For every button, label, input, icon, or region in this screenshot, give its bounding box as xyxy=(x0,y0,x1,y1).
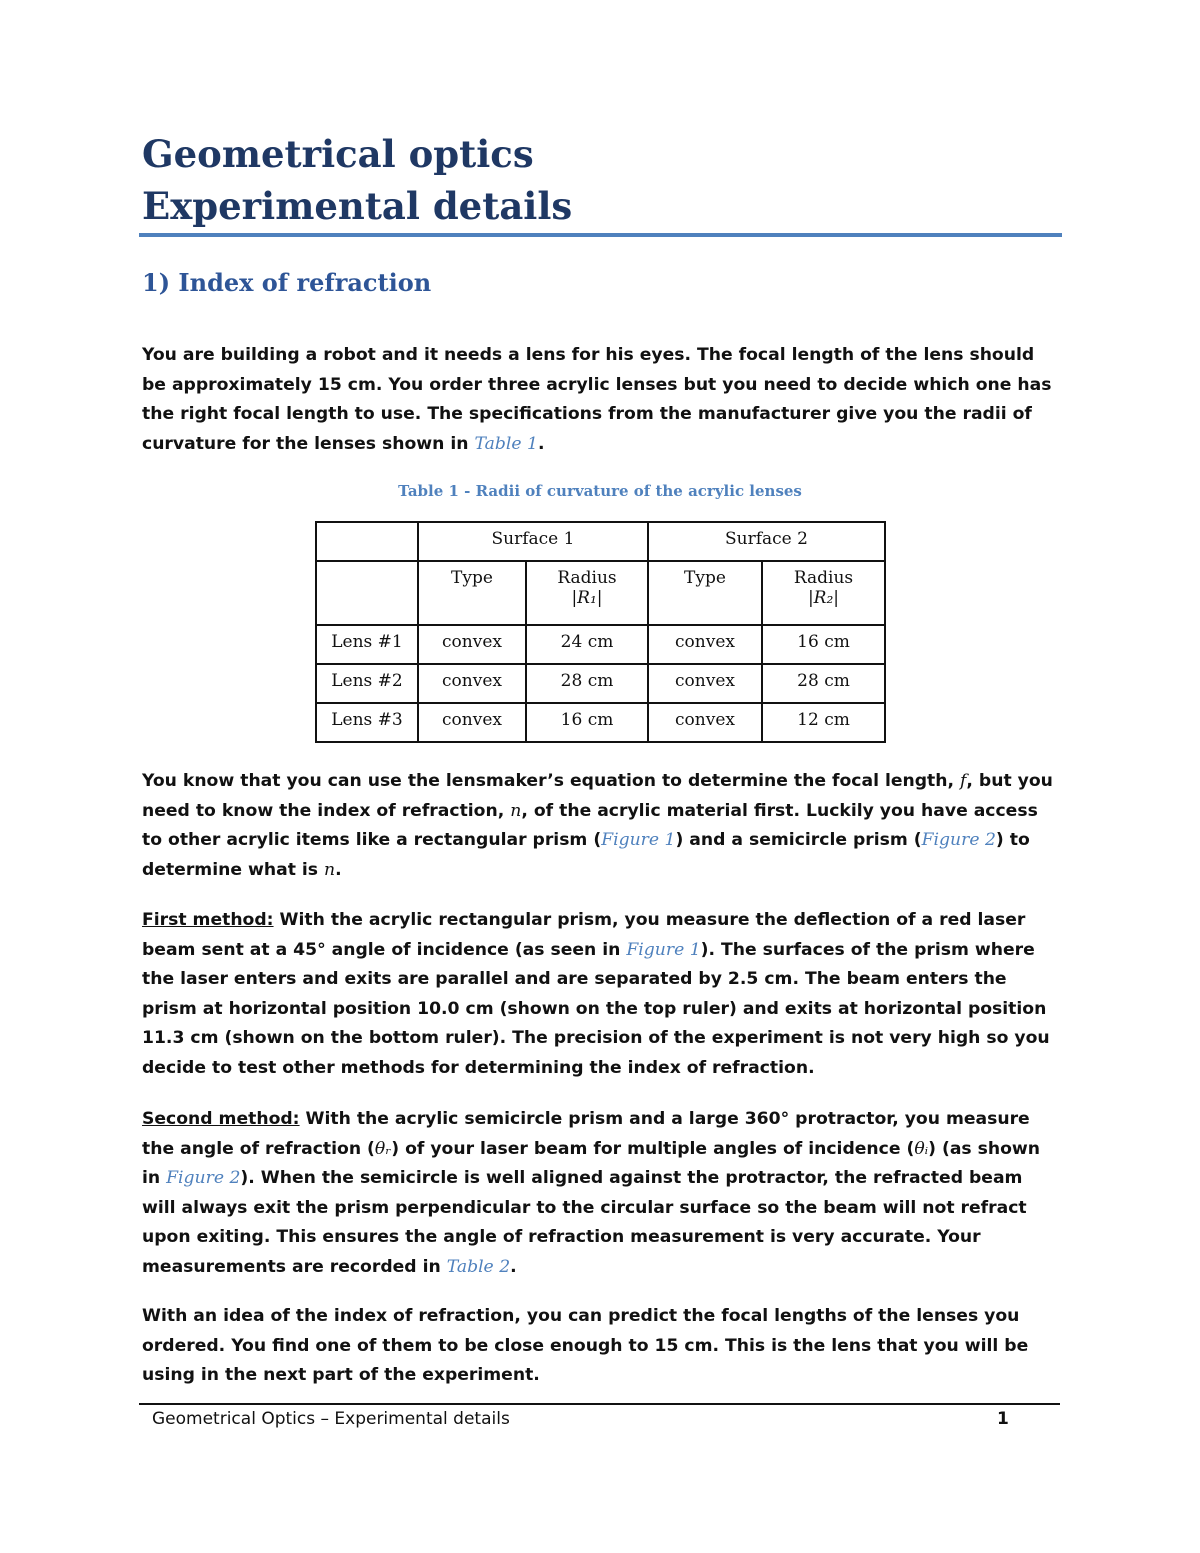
conclusion-paragraph: With an idea of the index of refraction, you can predict the focal lengths of the lenses you ordered. You find one of them to be close enough to 15 cm. This is the lens that you will be using in the next part of the experiment. xyxy=(142,1306,1029,1385)
title-line-2: Experimental details xyxy=(142,184,573,228)
title-underline xyxy=(139,233,1062,237)
first-method-label: First method: xyxy=(142,910,274,930)
table-header-row xyxy=(316,522,885,561)
radius1-header xyxy=(526,561,648,625)
intro-paragraph xyxy=(142,341,1057,459)
radius1-cell: 28 cm xyxy=(526,664,648,703)
index-symbol: n xyxy=(324,859,336,880)
type1-cell: convex xyxy=(418,625,526,664)
surface2-header: Surface 2 xyxy=(648,522,885,561)
radius1-cell: 16 cm xyxy=(526,703,648,742)
method2-text-2: ) of your laser beam for multiple angles of incidence ( xyxy=(391,1138,915,1159)
footer-rule xyxy=(139,1403,1060,1405)
lens-name-cell: Lens #2 xyxy=(316,664,418,703)
radius1-label: Radius xyxy=(557,568,617,588)
para2-text-1: You know that you can use the lensmaker’s equation to determine the focal length, xyxy=(142,771,961,791)
method2-text-5: . xyxy=(510,1256,517,1277)
lensmaker-paragraph xyxy=(142,767,1057,885)
section-heading: 1) Index of refraction xyxy=(142,268,432,297)
lens-name-cell: Lens #1 xyxy=(316,625,418,664)
method2-text-4: ). When the semicircle is well aligned against the protractor, the refracted beam will always exit the prism perpendicular to the circular surface so the beam will not refract upon exiting. This ensures the angle of refraction measurement is very accurate. Your measurements are recorded in xyxy=(142,1168,1027,1277)
theta-i-symbol: θᵢ xyxy=(914,1138,929,1159)
radius1-cell: 24 cm xyxy=(526,625,648,664)
r1-abs-symbol: |R₁| xyxy=(571,588,603,608)
intro-end: . xyxy=(537,433,545,454)
table1-caption: Table 1 - Radii of curvature of the acrylic lenses xyxy=(398,482,802,500)
para2-text-2: , but you need to know the index of refraction, xyxy=(142,771,1053,821)
type2-cell: convex xyxy=(648,625,762,664)
method2-text-1: With the acrylic semicircle prism and a large 360° protractor, you measure the angle of refraction ( xyxy=(142,1109,1030,1159)
intro-text: You are building a robot and it needs a lens for his eyes. The focal length of the lens should be approximately 15 cm. You order three acrylic lenses but you need to decide which one has the right focal length to use. The specifications from the manufacturer give you the radii of curvature for the lenses shown in xyxy=(142,345,1052,454)
table-subheader-row xyxy=(316,561,885,625)
method1-text-1: With the acrylic rectangular prism, you measure the deflection of a red laser beam sent at a 45° angle of incidence (as seen in xyxy=(142,910,1026,960)
table-row xyxy=(316,625,885,664)
surface1-header: Surface 1 xyxy=(418,522,648,561)
radius2-cell: 28 cm xyxy=(762,664,885,703)
table1-reference-link[interactable]: Table 1 xyxy=(474,433,538,454)
para2-text-6: . xyxy=(335,859,342,880)
type2-cell: convex xyxy=(648,703,762,742)
type2-header: Type xyxy=(648,561,762,625)
radius2-header xyxy=(762,561,885,625)
subheader-empty-cell xyxy=(316,561,418,625)
lens-radii-table xyxy=(315,521,886,743)
type2-cell: convex xyxy=(648,664,762,703)
type1-cell: convex xyxy=(418,703,526,742)
table2-reference-link[interactable]: Table 2 xyxy=(446,1256,511,1277)
method1-text-2: ). The surfaces of the prism where the laser enters and exits are parallel and are separated by 2.5 cm. The beam enters the prism at horizontal position 10.0 cm (shown on the top ruler) and exits at horizontal position 11.3 cm (shown on the bottom ruler). The precision of the experiment is not very high so you decide to test other methods for determining the index of refraction. xyxy=(142,939,1050,1078)
page-number: 1 xyxy=(997,1409,1009,1429)
type1-header: Type xyxy=(418,561,526,625)
figure1-reference-link[interactable]: Figure 1 xyxy=(601,830,676,850)
table-row xyxy=(316,664,885,703)
radius2-cell: 12 cm xyxy=(762,703,885,742)
second-method-label: Second method: xyxy=(142,1109,300,1129)
document-title xyxy=(142,128,572,232)
title-line-1: Geometrical optics xyxy=(142,132,534,176)
index-symbol: n xyxy=(510,800,522,821)
footer-title: Geometrical Optics – Experimental details xyxy=(152,1409,510,1429)
figure1-reference-link[interactable]: Figure 1 xyxy=(626,939,701,960)
figure2-reference-link[interactable]: Figure 2 xyxy=(921,830,996,850)
para2-text-3: , of the acrylic material first. Luckily you have access to other acrylic items like a rectangular prism ( xyxy=(142,800,1038,850)
radius2-cell: 16 cm xyxy=(762,625,885,664)
lens-name-cell: Lens #3 xyxy=(316,703,418,742)
second-method-paragraph xyxy=(142,1105,1057,1282)
figure2-reference-link[interactable]: Figure 2 xyxy=(166,1168,241,1188)
theta-r-symbol: θᵣ xyxy=(374,1138,392,1159)
para2-text-5: ) to determine what is xyxy=(142,830,1030,880)
table-corner-cell xyxy=(316,522,418,561)
method2-text-3: ) (as shown in xyxy=(142,1138,1041,1188)
radius2-label: Radius xyxy=(793,568,854,588)
r2-abs-symbol: |R₂| xyxy=(807,588,840,608)
first-method-paragraph xyxy=(142,906,1057,1083)
focal-length-symbol: f xyxy=(960,771,967,791)
para2-text-4: ) and a semicircle prism ( xyxy=(675,830,922,850)
type1-cell: convex xyxy=(418,664,526,703)
table-row xyxy=(316,703,885,742)
